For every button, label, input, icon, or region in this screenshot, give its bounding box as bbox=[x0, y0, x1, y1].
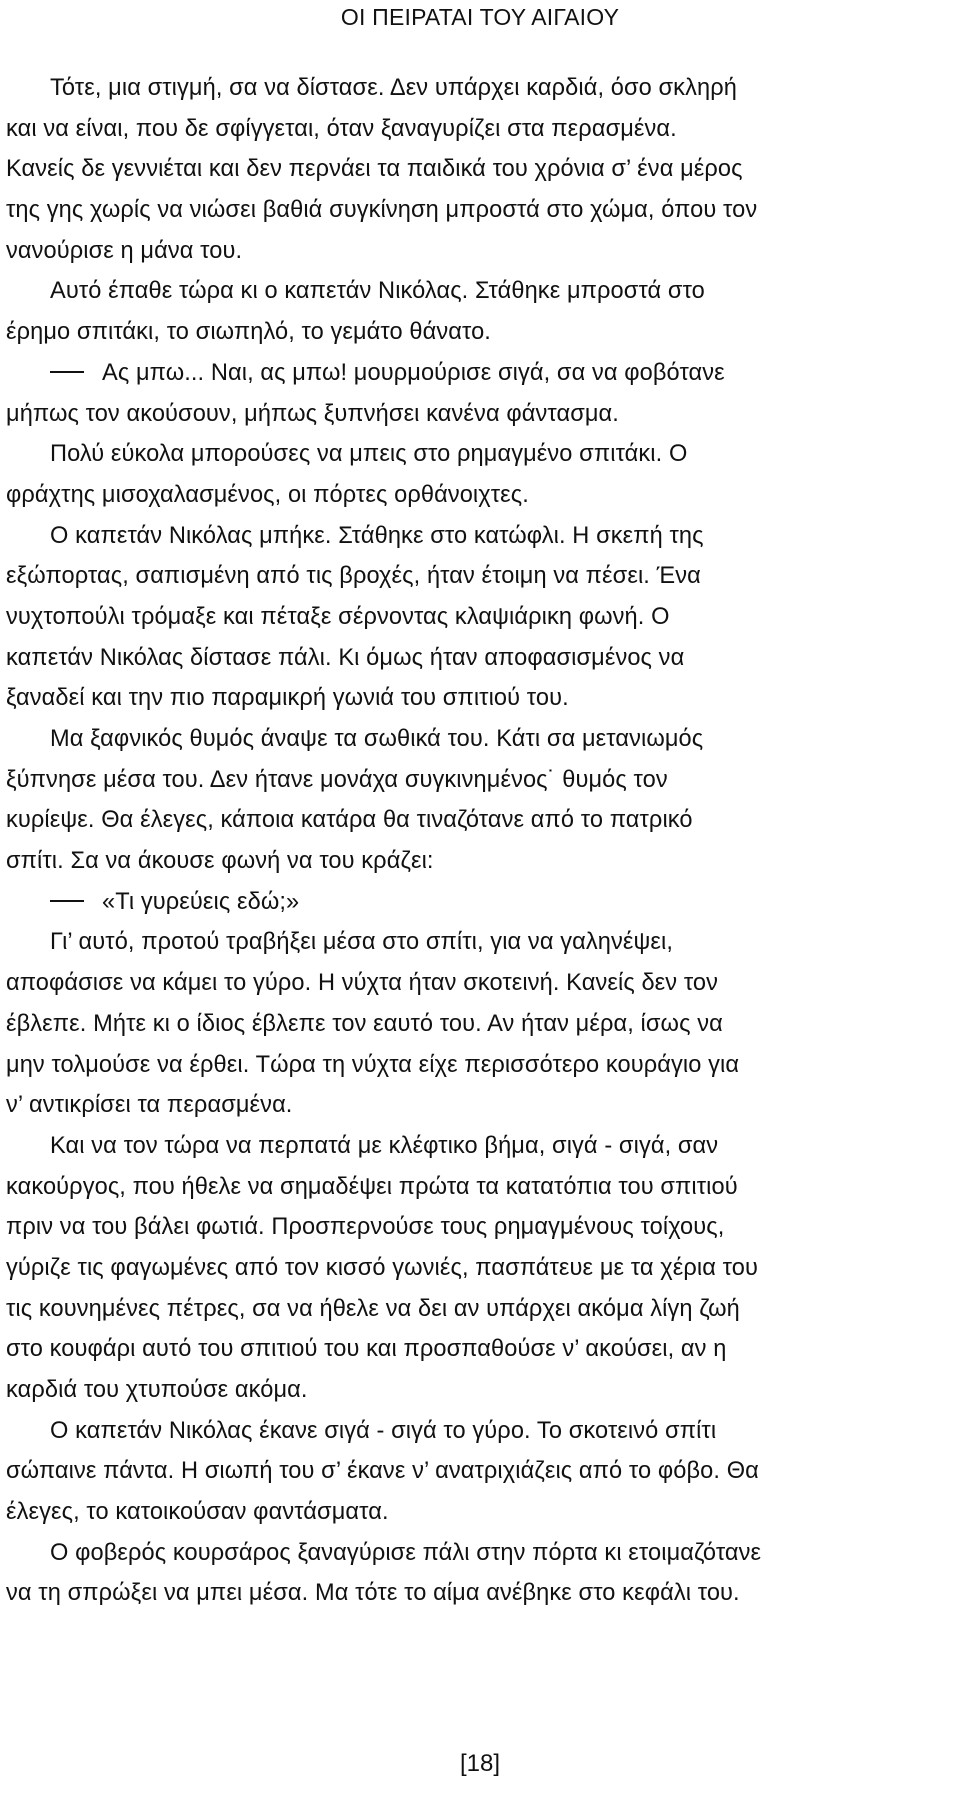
text-line: έλεγες, το κατοικούσαν φαντάσματα. bbox=[6, 1499, 389, 1526]
text-line: ξαναδεί και την πιο παραμικρή γωνιά του σπιτιού του. bbox=[6, 685, 569, 712]
text-line: μην τολμούσε να έρθει. Τώρα τη νύχτα είχε περισσότερο κουράγιο για bbox=[6, 1051, 740, 1078]
text-line: Ο καπετάν Νικόλας έκανε σιγά - σιγά το γύρο. Το σκοτεινό σπίτι bbox=[50, 1417, 717, 1444]
text-line: γύριζε τις φαγωμένες από τον κισσό γωνιές, πασπάτευε με τα χέρια του bbox=[6, 1254, 758, 1281]
text-line: της γης χωρίς να νιώσει βαθιά συγκίνηση μπροστά στο χώμα, όπου τον bbox=[6, 197, 758, 224]
text-line: ν’ αντικρίσει τα περασμένα. bbox=[6, 1092, 293, 1119]
text-line: Κανείς δε γεννιέται και δεν περνάει τα παιδικά του χρόνια σ’ ένα μέρος bbox=[6, 156, 743, 183]
text-line: νανούρισε η μάνα του. bbox=[6, 237, 243, 264]
page-number: [18] bbox=[459, 1750, 501, 1777]
text-line: έρημο σπιτάκι, το σιωπηλό, το γεμάτο θάνατο. bbox=[6, 319, 491, 346]
dialogue-line bbox=[6, 882, 956, 923]
text-line: Αυτό έπαθε τώρα κι ο καπετάν Νικόλας. Στάθηκε μπροστά στο bbox=[50, 278, 705, 305]
text-line: κυρίεψε. Θα έλεγες, κάποια κατάρα θα τιναζότανε από το πατρικό bbox=[6, 807, 693, 834]
text-line: στο κουφάρι αυτό του σπιτιού του και προσπαθούσε ν’ ακούσει, αν η bbox=[6, 1336, 727, 1363]
dialogue-line bbox=[6, 353, 956, 394]
text-line: ξύπνησε μέσα του. Δεν ήτανε μονάχα συγκινημένος˙ θυμός τον bbox=[6, 766, 668, 793]
text-line: έβλεπε. Μήτε κι ο ίδιος έβλεπε τον εαυτό του. Αν ήταν μέρα, ίσως να bbox=[6, 1010, 723, 1037]
text-line: εξώπορτας, σαπισμένη από τις βροχές, ήταν έτοιμη να πέσει. Ένα bbox=[6, 563, 701, 590]
dialogue-dash bbox=[50, 900, 84, 902]
text-line: καρδιά του χτυπούσε ακόμα. bbox=[6, 1377, 308, 1403]
text-line: Και να τον τώρα να περπατά με κλέφτικο βήμα, σιγά - σιγά, σαν bbox=[50, 1132, 719, 1159]
text-line: σώπαινε πάντα. Η σιωπή του σ’ έκανε ν’ ανατριχιάζεις από το φόβο. Θα bbox=[6, 1458, 759, 1485]
running-title: ΟΙ ΠΕΙΡΑΤΑΙ ΤΟΥ ΑΙΓΑΙΟΥ bbox=[340, 4, 620, 30]
dialogue-dash bbox=[50, 371, 84, 373]
text-line: πριν να του βάλει φωτιά. Προσπερνούσε τους ρημαγμένους τοίχους, bbox=[6, 1214, 725, 1241]
dialogue-text: Ας μπω... Ναι, ας μπω! μουρμούρισε σιγά, σα να φοβότανε bbox=[102, 359, 725, 386]
text-line: Ο φοβερός κουρσάρος ξαναγύρισε πάλι στην πόρτα κι ετοιμαζότανε bbox=[50, 1539, 762, 1566]
text-line: Τότε, μια στιγμή, σα να δίστασε. Δεν υπάρχει καρδιά, όσο σκληρή bbox=[50, 75, 737, 101]
page-body bbox=[6, 68, 956, 1614]
text-line: Γι’ αυτό, προτού τραβήξει μέσα στο σπίτι, για να γαληνέψει, bbox=[50, 929, 674, 956]
text-line: φράχτης μισοχαλασμένος, οι πόρτες ορθάνοιχτες. bbox=[6, 481, 529, 508]
text-line: και να είναι, που δε σφίγγεται, όταν ξαναγυρίζει στα περασμένα. bbox=[6, 115, 677, 142]
text-line: Μα ξαφνικός θυμός άναψε τα σωθικά του. Κάτι σα μετανιωμός bbox=[50, 726, 704, 752]
text-line: τις κουνημένες πέτρες, σα να ήθελε να δει αν υπάρχει ακόμα λίγη ζωή bbox=[6, 1295, 740, 1322]
text-line: μήπως τον ακούσουν, μήπως ξυπνήσει κανένα φάντασμα. bbox=[6, 400, 619, 427]
text-line: να τη σπρώξει να μπει μέσα. Μα τότε το αίμα ανέβηκε στο κεφάλι του. bbox=[6, 1580, 740, 1607]
text-line: σπίτι. Σα να άκουσε φωνή να του κράζει: bbox=[6, 848, 434, 875]
text-line: καπετάν Νικόλας δίστασε πάλι. Κι όμως ήταν αποφασισμένος να bbox=[6, 644, 685, 671]
text-line: αποφάσισε να κάμει το γύρο. Η νύχτα ήταν σκοτεινή. Κανείς δεν τον bbox=[6, 970, 719, 997]
text-line: κακούργος, που ήθελε να σημαδέψει πρώτα τα κατατόπια του σπιτιού bbox=[6, 1173, 738, 1200]
text-line: νυχτοπούλι τρόμαξε και πέταξε σέρνοντας κλαψιάρικη φωνή. Ο bbox=[6, 603, 670, 630]
dialogue-text: «Τι γυρεύεις εδώ;» bbox=[102, 888, 300, 915]
text-line: Ο καπετάν Νικόλας μπήκε. Στάθηκε στο κατώφλι. Η σκεπή της bbox=[50, 522, 704, 549]
text-line: Πολύ εύκολα μπορούσες να μπεις στο ρημαγμένο σπιτάκι. Ο bbox=[50, 441, 688, 468]
